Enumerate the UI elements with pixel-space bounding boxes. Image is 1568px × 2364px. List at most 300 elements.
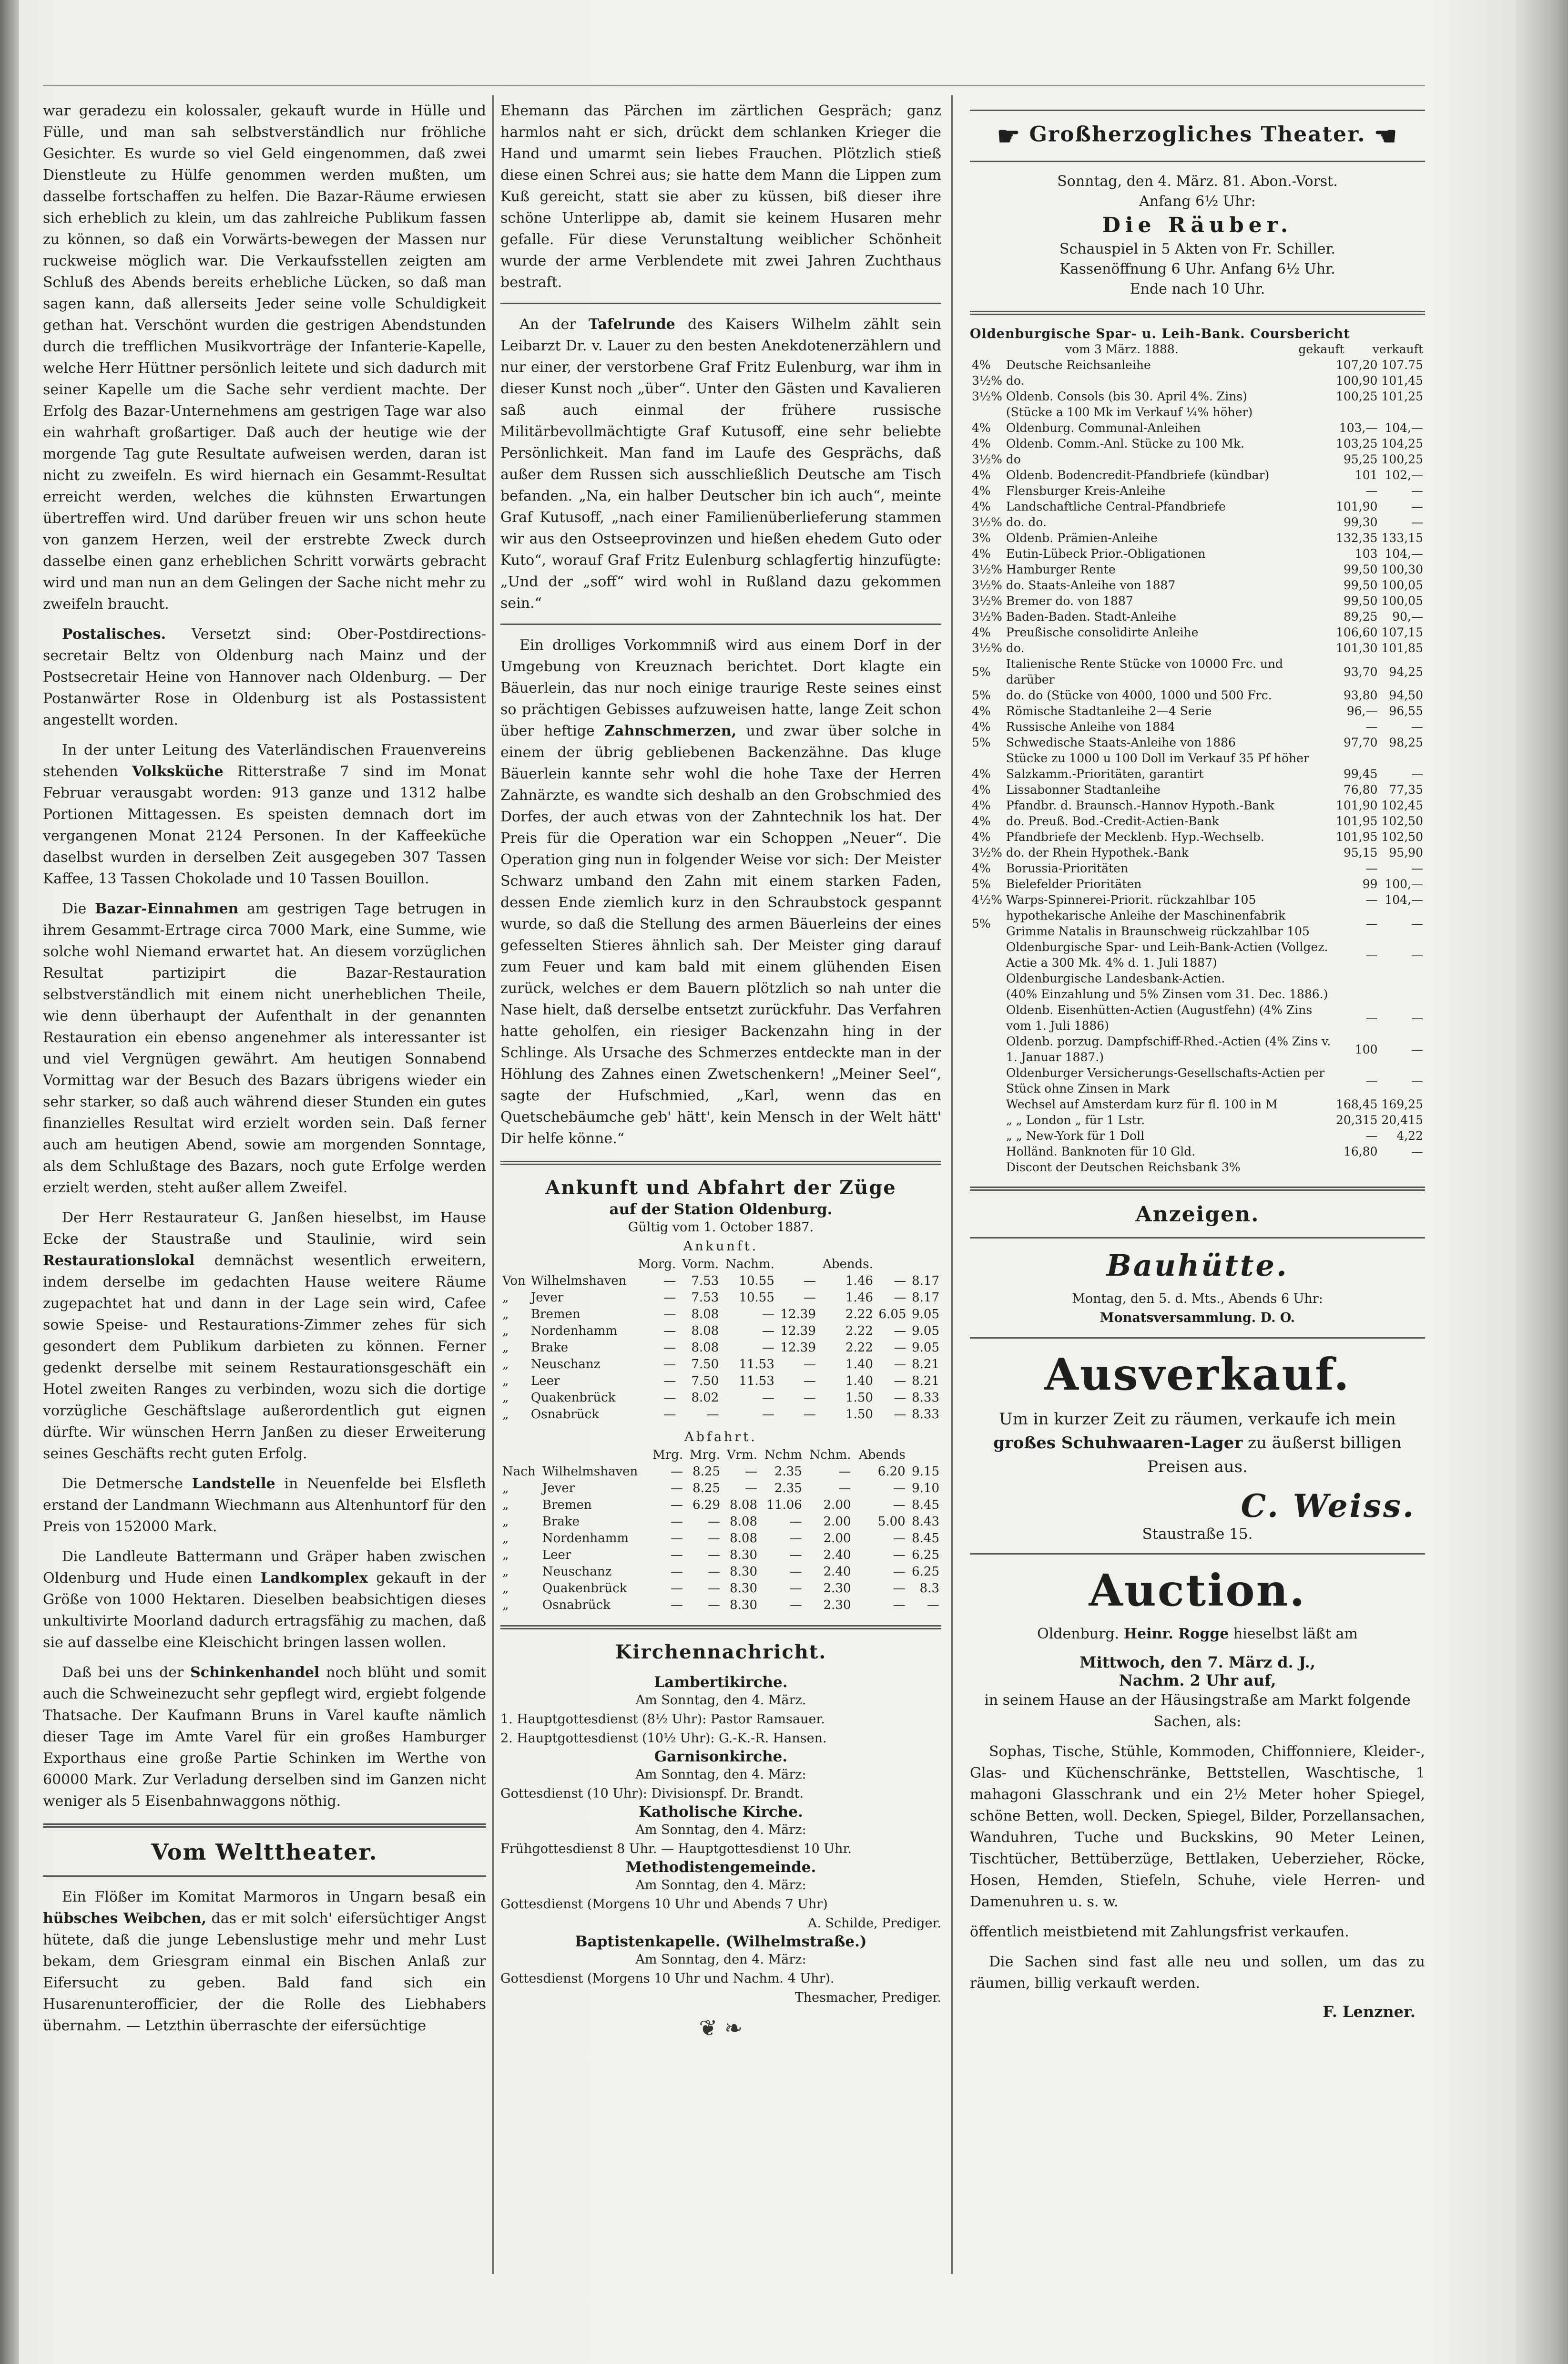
exchange-row: [970, 892, 1425, 908]
price-sold: [1380, 986, 1425, 1002]
station-name: Nordenhamm: [542, 1531, 629, 1545]
security-name: Oldenburgische Spar- und Leih-Bank-Actien (Vollgez. Actie a 300 Mk. 4% d. 1. Juli 1887): [1006, 940, 1328, 970]
exchange-row: [970, 1112, 1425, 1128]
timetable-cell: 12.39: [780, 1341, 816, 1355]
interest-rate: 4%: [972, 798, 991, 812]
timetable-cell: —: [671, 1498, 683, 1512]
timetable-cell: —: [893, 1481, 906, 1495]
timetable-cell: 12.39: [780, 1324, 816, 1338]
exchange-row: [970, 404, 1425, 420]
timetable-cell: „: [502, 1531, 509, 1545]
timetable-row: [500, 1497, 941, 1514]
timetable-cell: 2.40: [823, 1565, 851, 1579]
exchange-row: [970, 750, 1425, 766]
church-date: Am Sonntag, den 4. März:: [635, 1952, 806, 1967]
exchange-row: [970, 798, 1425, 813]
timetable-cell: 2.22: [845, 1307, 873, 1321]
exchange-row: [970, 514, 1425, 530]
timetable-row: [500, 1373, 941, 1390]
timetable-row: [500, 1323, 941, 1340]
price-bought: 101,95: [1336, 814, 1378, 828]
interest-rate: 4%: [972, 468, 991, 482]
timetable-cell: —: [803, 1407, 816, 1422]
timetable-cell: 7.53: [691, 1290, 719, 1305]
interest-rate: [970, 1002, 1004, 1034]
exchange-row: [970, 357, 1425, 373]
price-bought: [1334, 404, 1379, 420]
church-line: Frühgottesdienst 8 Uhr. — Hauptgottesdienst 10 Uhr.: [500, 1842, 852, 1856]
timetable-cell: 9.05: [912, 1341, 939, 1355]
arrival-table: [500, 1256, 941, 1423]
price-bought: 106,60: [1336, 625, 1378, 639]
article-text: An der: [519, 316, 576, 333]
column-bought: gekauft: [1298, 342, 1344, 356]
station-name: Bremen: [530, 1307, 580, 1321]
price-bought: —: [1365, 720, 1378, 734]
exchange-row: [970, 562, 1425, 577]
theater-title: Großherzogliches Theater.: [1029, 122, 1366, 147]
timetable-cell: 8.25: [692, 1481, 720, 1495]
timetable-column-header: [500, 1447, 540, 1463]
interest-rate: 4%: [972, 767, 991, 781]
church-line: Gottesdienst (Morgens 10 Uhr und Nachm. 4 Uhr).: [500, 1971, 835, 1986]
timetable-cell: —: [663, 1374, 676, 1388]
timetable-cell: —: [708, 1515, 720, 1529]
price-sold: —: [1411, 1074, 1423, 1088]
timetable-cell: 1.40: [845, 1357, 873, 1371]
timetable-cell: „: [502, 1307, 509, 1321]
interest-rate: 4%: [972, 830, 991, 844]
timetable-cell: —: [708, 1548, 720, 1562]
security-name: Wechsel auf Amsterdam kurz für fl. 100 in M: [1006, 1097, 1278, 1111]
interest-rate: 4%: [972, 484, 991, 498]
interest-rate: 4%: [972, 783, 991, 797]
timetable-cell: —: [762, 1407, 774, 1422]
timetable-cell: 10.55: [739, 1290, 774, 1305]
timetable-cell: 7.53: [691, 1274, 719, 1288]
timetable-column-header: Mrg.: [690, 1448, 720, 1462]
timetable-cell: „: [502, 1498, 509, 1512]
timetable-cell: —: [762, 1341, 774, 1355]
station-name: Osnabrück: [530, 1407, 599, 1422]
exchange-row: [970, 467, 1425, 483]
price-bought: 101,90: [1336, 798, 1378, 812]
timetable-cell: —: [663, 1391, 676, 1405]
article-bazar: war geradezu ein kolossaler, gekauft wurde in Hülle und Fülle, und man sah selbstverständlich nur fröhliche Gesichter. Es wurde so viel Geld eingenommen, daß zwei Dienstleute zu Hülfe genommen werden mußten, um dasselbe fortschaffen zu helfen. Die Bazar-Räume erwiesen sich erheblich zu klein, um das zahlreiche Publikum fassen zu können, so daß ein Vorwärts-bewegen der Massen nur ruckweise möglich war. Die Verkaufsstellen zeigten am Schluß des Abends bereits erhebliche Lücken, so daß man sagen kann, daß allerseits Jeder seine volle Schuldigkeit gethan hat. Verschönt wurden die gestrigen Abendstunden durch die trefflichen Musikvorträge der Infanterie-Kapelle, welche Herr Hüttner persönlich leitete und sich dadurch mit seiner Kapelle um die Sache sehr verdient machte. Der Erfolg des Bazar-Unternehmens am gestrigen Tage war also ein wahrhaft großartiger. Daß auch der heutige wie der morgende Tag gute Resultate aufweisen werden, daran ist nicht zu zweifeln. Es wird hiernach ein Gesammt-Resultat erreicht werden, welches die kühnsten Erwartungen übertreffen wird. Und darüber freuen wir uns schon heute von ganzem Herzen, weil der erstrebte Zweck durch dasselbe einen ganz erheblichen Schritt vorwärts gebracht wird und man nun an dem Gelingen der Sache nicht mehr zu zweifeln braucht.: [43, 102, 486, 613]
section-divider: [970, 311, 1425, 315]
interest-rate: [970, 971, 1004, 986]
timetable-cell: —: [894, 1341, 906, 1355]
church-line: 2. Hauptgottesdienst (10½ Uhr): G.-K.-R. Hansen.: [500, 1731, 827, 1746]
ausverkauf-firm: C. Weiss.: [1241, 1487, 1415, 1525]
timetable-cell: „: [502, 1324, 509, 1338]
article-text: Versetzt sind: Ober-Postdirections-secretair Beltz von Oldenburg nach Mainz und der Postsecretair Heine von Hannover nach Oldenburg. — Der Postanwärter Rose in Oldenburg ist als Postassistent angestellt worden.: [43, 626, 486, 728]
interest-rate: 4%: [972, 814, 991, 828]
security-name: do. Staats-Anleihe von 1887: [1006, 578, 1176, 592]
article-text: und zwar über solche in einem der übrig gebliebenen Backenzähne. Das kluge Bäuerlein kannte sehr wohl die hohe Taxe der Herren Zahnärzte, es wandte sich deshalb an den Grobschmied des Dorfes, der auch etwas von der Zahntechnik los hat. Der Preis für die Operation war ein Schoppen „Neuer“. Die Operation ging nun in folgender Weise vor sich: Der Meister Schwarz umband den Zahn mit einem starken Faden, dessen Ende ziemlich kurz in den Schraubstock gespannt wurde, so daß die Stellung des armen Bäuerleins der eines gefesselten Stieres ähnlich sah. Der Meister ging darauf zum Feuer und kam bald mit einem glühenden Eisen zurück, welches er dem Bauern plötzlich so nah unter die Nase hielt, daß derselbe entsetzt zurückfuhr. Das Verfahren hatte geholfen, ein riesiger Backenzahn hing in der Schlinge. Als Ursache des Schmerzes entdeckte man in der Höhlung des Zahnes einen Zwetschenkern! „Meiner Seel“, sagte der Hufschmied, „Karl, wenn das en Quetschebäumche geb' hätt', kein Mensch in der Welt hätt' Dir helfe könne.“: [500, 723, 941, 1147]
timetable-cell: —: [893, 1565, 906, 1579]
price-sold: 107.75: [1381, 358, 1423, 372]
price-bought: 89,25: [1343, 610, 1378, 624]
timetable-cell: 8.25: [692, 1464, 720, 1479]
timetable-cell: 11.53: [739, 1374, 774, 1388]
timetable-cell: 8.45: [912, 1498, 939, 1512]
timetable-cell: 2.35: [774, 1481, 802, 1495]
timetable-row: [500, 1356, 941, 1373]
exchange-row: [970, 719, 1425, 735]
timetable-cell: —: [762, 1324, 774, 1338]
exchange-row: [970, 735, 1425, 750]
article-heading: Postalisches.: [62, 626, 166, 643]
price-bought: 101,95: [1336, 830, 1378, 844]
security-name: Oldenb. Bodencredit-Pfandbriefe (kündbar): [1006, 468, 1270, 482]
section-divider: [500, 1625, 941, 1629]
exchange-date: vom 3 März. 1888.: [1065, 342, 1179, 356]
church-notices: [500, 1674, 941, 2007]
church-preacher: A. Schilde, Prediger.: [807, 1916, 941, 1931]
security-name: Borussia-Prioritäten: [1006, 861, 1129, 875]
article-heading: Landstelle: [192, 1475, 275, 1492]
timetable-heading: Ankunft und Abfahrt der Züge: [545, 1177, 896, 1199]
price-bought: 93,80: [1343, 688, 1378, 702]
interest-rate: 4%: [972, 861, 991, 875]
station-name: Jever: [530, 1290, 564, 1305]
exchange-row: [970, 640, 1425, 656]
timetable-cell: Von: [502, 1274, 526, 1288]
timetable-cell: —: [671, 1581, 683, 1596]
price-sold: —: [1411, 861, 1423, 875]
departure-table: [500, 1447, 941, 1614]
timetable-cell: 2.00: [823, 1498, 851, 1512]
price-sold: 102,50: [1381, 814, 1423, 828]
interest-rate: [970, 1034, 1004, 1065]
column-sold: verkauft: [1372, 342, 1423, 356]
timetable-row: [500, 1564, 941, 1580]
price-sold: —: [1411, 720, 1423, 734]
interest-rate: 3½%: [972, 374, 1002, 388]
price-sold: —: [1411, 484, 1423, 498]
article-text: Die Detmersche: [62, 1475, 183, 1492]
price-sold: 100,—: [1385, 877, 1423, 891]
exchange-row: [970, 593, 1425, 609]
exchange-row: [970, 876, 1425, 892]
timetable-cell: —: [893, 1531, 906, 1545]
timetable-cell: 8.17: [912, 1274, 939, 1288]
exchange-row: [970, 782, 1425, 798]
interest-rate: 4%: [972, 421, 991, 435]
interest-rate: 4%: [972, 625, 991, 639]
price-bought: 16,80: [1343, 1145, 1378, 1158]
exchange-row: [970, 1159, 1425, 1175]
departure-label: Abfahrt.: [684, 1430, 757, 1444]
exchange-row: [970, 845, 1425, 860]
exchange-row: [970, 656, 1425, 687]
ausverkauf-address: Staustraße 15.: [1142, 1525, 1253, 1543]
exchange-row: [970, 624, 1425, 640]
timetable-cell: —: [663, 1274, 676, 1288]
article-text: Ein drolliges Vorkommniß wird aus einem Dorf in der Umgebung von Kreuznach berichtet. Dort klagte ein Bäuerlein, das nur noch einige traurige Reste seines einst so prächtigen Gebisses aufzuweisen hatte, lange Zeit schon über heftige: [500, 637, 941, 739]
security-name: Discont der Deutschen Reichsbank 3%: [1006, 1160, 1241, 1174]
security-name: Lissabonner Stadtanleihe: [1006, 783, 1161, 797]
ad-highlight: großes Schuhwaaren-Lager: [993, 1433, 1243, 1453]
price-sold: —: [1411, 500, 1423, 513]
section-divider: [970, 1187, 1425, 1191]
price-bought: 168,45: [1336, 1097, 1378, 1111]
security-name: Pfandbr. d. Braunsch.-Hannov Hypoth.-Bank: [1006, 798, 1274, 812]
timetable-cell: 8.08: [691, 1341, 719, 1355]
article-landkomplex: [43, 1546, 486, 1653]
station-name: Osnabrück: [542, 1598, 611, 1612]
article-weibchen: [43, 1886, 486, 2037]
bauhuette-date: Montag, den 5. d. Mts., Abends 6 Uhr:: [1072, 1291, 1323, 1306]
station-name: Wilhelmshaven: [530, 1274, 627, 1288]
exchange-row: [970, 1144, 1425, 1159]
security-name: Römische Stadtanleihe 2—4 Serie: [1006, 704, 1212, 718]
theater-notice: [970, 172, 1425, 299]
interest-rate: 3½%: [972, 641, 1002, 655]
security-name: Oldenb. Consols (bis 30. April 4%. Zins): [1006, 389, 1247, 403]
timetable-subheading: auf der Station Oldenburg.: [609, 1201, 833, 1218]
security-name: Oldenb. Eisenhütten-Actien (Augustfehn) (4% Zins vom 1. Juli 1886): [1006, 1003, 1313, 1033]
timetable-cell: —: [708, 1565, 720, 1579]
timetable-cell: —: [663, 1290, 676, 1305]
church-date: Am Sonntag, den 4. März.: [635, 1693, 806, 1708]
ad-text: Um in kurzer Zeit zu räumen, verkaufe ich mein: [999, 1410, 1396, 1429]
price-sold: 104,—: [1385, 893, 1423, 907]
security-name: (40% Einzahlung und 5% Zinsen vom 31. Dec. 1886.): [1006, 987, 1328, 1001]
security-name: Pfandbriefe der Mecklenb. Hyp.-Wechselb.: [1006, 830, 1264, 844]
theater-line: Schauspiel in 5 Akten von Fr. Schiller.: [1059, 241, 1336, 257]
security-name: Oldenb. Comm.-Anl. Stücke zu 100 Mk.: [1006, 437, 1244, 450]
price-bought: 101: [1354, 468, 1378, 482]
price-sold: 104,—: [1385, 547, 1423, 561]
timetable-cell: —: [671, 1531, 683, 1545]
timetable-cell: „: [502, 1581, 509, 1596]
timetable-cell: —: [894, 1274, 906, 1288]
article-text: gekauft in der Größe von 1000 Hektaren. Dieselben beabsichtigen dieses unkultivirte Moorland dadurch ertragsfähig zu machen, daß sie auf dasselbe eine Kleischicht bringen lassen wollen.: [43, 1570, 486, 1651]
article-landstelle: [43, 1473, 486, 1537]
price-sold: —: [1411, 1145, 1423, 1158]
article-zahnschmerzen: [500, 634, 941, 1149]
timetable-row: [500, 1547, 941, 1564]
timetable-cell: —: [789, 1531, 802, 1545]
exchange-row: [970, 1096, 1425, 1112]
price-sold: 98,25: [1389, 736, 1423, 749]
exchange-row: [970, 373, 1425, 389]
timetable-cell: 2.30: [823, 1581, 851, 1596]
security-name: hypothekarische Anleihe der Maschinenfabrik Grimme Natalis in Braunschweig rückzahlbar 105: [1006, 909, 1310, 938]
price-bought: [1334, 750, 1379, 766]
timetable-cell: 9.10: [912, 1481, 939, 1495]
price-bought: —: [1365, 916, 1378, 931]
interest-rate: 4%: [972, 500, 991, 513]
price-bought: 100,25: [1336, 389, 1378, 403]
price-sold: 94,50: [1389, 688, 1423, 702]
interest-rate: 4%: [972, 720, 991, 734]
timetable-cell: 8.30: [730, 1565, 757, 1579]
article-heading: Tafelrunde: [589, 316, 675, 333]
interest-rate: 4%: [972, 704, 991, 718]
timetable-row: [500, 1406, 941, 1423]
ornament-icon: ❦ ❧: [699, 2015, 743, 2041]
timetable-row: [500, 1480, 941, 1497]
exchange-row: [970, 420, 1425, 436]
timetable-cell: 6.25: [912, 1548, 939, 1562]
timetable-cell: —: [789, 1565, 802, 1579]
station-name: Jever: [542, 1481, 575, 1495]
timetable-cell: 8.08: [691, 1324, 719, 1338]
security-name: Oldenb. Prämien-Anleihe: [1006, 531, 1158, 545]
price-bought: —: [1365, 861, 1378, 875]
exchange-row: [970, 1128, 1425, 1144]
timetable-cell: —: [927, 1598, 939, 1612]
timetable-cell: 2.00: [823, 1531, 851, 1545]
security-name: do: [1006, 452, 1021, 466]
article-restaurationslokal: [43, 1207, 486, 1464]
timetable-cell: 8.33: [912, 1391, 939, 1405]
timetable-cell: „: [502, 1515, 509, 1529]
price-bought: 107,20: [1336, 358, 1378, 372]
exchange-subheader: [970, 341, 1425, 357]
exchange-row: [970, 829, 1425, 845]
price-sold: 107,15: [1381, 625, 1423, 639]
article-text: Die Landleute Battermann und Gräper haben zwischen Oldenburg und Hude einen: [43, 1548, 486, 1586]
timetable-cell: —: [671, 1548, 683, 1562]
station-name: Neuschanz: [542, 1565, 612, 1579]
timetable-cell: —: [894, 1357, 906, 1371]
price-bought: —: [1365, 1074, 1378, 1088]
timetable-cell: —: [838, 1464, 851, 1479]
timetable-cell: 2.30: [823, 1598, 851, 1612]
interest-rate: 4½%: [972, 893, 1002, 907]
exchange-row: [970, 703, 1425, 719]
timetable-cell: „: [502, 1548, 509, 1562]
timetable-cell: 6.05: [878, 1307, 906, 1321]
timetable-cell: —: [708, 1598, 720, 1612]
timetable-column-header: Vrm.: [726, 1448, 757, 1462]
exchange-row: [970, 986, 1425, 1002]
security-name: do. der Rhein Hypothek.-Bank: [1006, 846, 1189, 860]
timetable-cell: 6.25: [912, 1565, 939, 1579]
price-bought: 99,45: [1343, 767, 1378, 781]
price-bought: 95,15: [1343, 846, 1378, 860]
timetable-cell: 8.08: [730, 1498, 757, 1512]
page-binding: [0, 0, 19, 2364]
timetable-cell: 8.08: [730, 1531, 757, 1545]
bauhuette-event: Monatsversammlung. D. O.: [1100, 1310, 1295, 1325]
article-heading: Bazar-Einnahmen: [95, 901, 239, 917]
article-heading: Schinkenhandel: [190, 1664, 320, 1681]
auction-location: in seinem Hause an der Häusingstraße am Markt folgende Sachen, als:: [984, 1692, 1411, 1730]
security-name: Stücke zu 1000 u 100 Doll im Verkauf 35 Pf höher: [1006, 751, 1309, 765]
timetable-cell: 8.30: [730, 1548, 757, 1562]
timetable-cell: 7.50: [691, 1374, 719, 1388]
timetable-cell: 8.08: [730, 1515, 757, 1529]
article-text: in Neuenfelde bei Elsfleth erstand der Landmann Wiechmann aus Altenhuntorf für den Preis von 152000 Mark.: [43, 1475, 486, 1535]
timetable-cell: 2.22: [845, 1324, 873, 1338]
timetable-cell: —: [671, 1481, 683, 1495]
interest-rate: [970, 1096, 1004, 1112]
church-name: Baptistenkapelle. (Wilhelmstraße.): [575, 1933, 867, 1950]
article-tafelrunde: [500, 314, 941, 614]
timetable-cell: —: [708, 1531, 720, 1545]
price-sold: [1380, 750, 1425, 766]
price-sold: 102,—: [1385, 468, 1423, 482]
interest-rate: [970, 404, 1004, 420]
auction-time: Nachm. 2 Uhr auf,: [1119, 1671, 1276, 1689]
interest-rate: 5%: [972, 665, 991, 679]
security-name: Holländ. Banknoten für 10 Gld.: [1006, 1145, 1196, 1158]
article-heading: Landkomplex: [260, 1570, 368, 1586]
timetable-cell: —: [803, 1290, 816, 1305]
church-date: Am Sonntag, den 4. März:: [635, 1822, 806, 1837]
price-sold: 100,25: [1381, 452, 1423, 466]
church-name: Garnisonkirche.: [654, 1748, 788, 1765]
price-sold: 101,85: [1381, 641, 1423, 655]
security-name: Deutsche Reichsanleihe: [1006, 358, 1151, 372]
timetable-cell: —: [789, 1548, 802, 1562]
timetable-cell: 6.29: [692, 1498, 720, 1512]
security-name: „ „ New-York für 1 Doll: [1006, 1129, 1145, 1143]
interest-rate: 5%: [972, 916, 991, 931]
timetable-header-row: [500, 1256, 941, 1273]
price-sold: 94,25: [1389, 665, 1423, 679]
timetable-cell: „: [502, 1374, 509, 1388]
price-sold: 90,—: [1392, 610, 1423, 624]
timetable-cell: 8.02: [691, 1391, 719, 1405]
column-2: [500, 100, 941, 2312]
timetable-cell: 7.50: [691, 1357, 719, 1371]
timetable-cell: —: [893, 1598, 906, 1612]
timetable-cell: 11.06: [766, 1498, 802, 1512]
exchange-row: [970, 389, 1425, 404]
article-text: Ritterstraße 7 sind im Monat Februar verausgabt worden: 913 ganze und 1312 halbe Portionen Mittagessen. Es speisten demnach dort im vergangenen Monat 2124 Personen. In der Kaffeeküche daselbst wurden in derselben Zeit ausgegeben 307 Tassen Kaffee, 13 Tassen Chokolade und 10 Tassen Bouillon.: [43, 763, 486, 887]
price-bought: —: [1365, 1129, 1378, 1143]
timetable-cell: —: [663, 1407, 676, 1422]
timetable-column-header: Nchm.: [809, 1448, 851, 1462]
security-name: Schwedische Staats-Anleihe von 1886: [1006, 736, 1236, 749]
interest-rate: 4%: [972, 547, 991, 561]
price-sold: [1380, 404, 1425, 420]
security-name: Oldenburgische Landesbank-Actien.: [1006, 972, 1225, 985]
timetable-cell: 8.43: [912, 1515, 939, 1529]
article-heading: Zahnschmerzen,: [604, 723, 737, 739]
timetable-cell: —: [803, 1357, 816, 1371]
ausverkauf-heading: Ausverkauf.: [1044, 1349, 1351, 1400]
timetable-cell: Nach: [502, 1464, 536, 1479]
price-bought: [1334, 971, 1379, 986]
interest-rate: 5%: [972, 877, 991, 891]
church-line: 1. Hauptgottesdienst (8½ Uhr): Pastor Ramsauer.: [500, 1712, 825, 1727]
timetable-cell: —: [893, 1498, 906, 1512]
interest-rate: [970, 750, 1004, 766]
price-bought: 103: [1354, 547, 1378, 561]
price-sold: —: [1411, 916, 1423, 931]
timetable-cell: 8.33: [912, 1407, 939, 1422]
price-sold: —: [1411, 1011, 1423, 1025]
security-name: Preußische consolidirte Anleihe: [1006, 625, 1199, 639]
timetable-column-header: Vorm.: [682, 1257, 719, 1271]
price-sold: 100,05: [1381, 594, 1423, 608]
interest-rate: 5%: [972, 688, 991, 702]
ausverkauf-text: [970, 1407, 1425, 1479]
church-heading: Kirchennachricht.: [615, 1641, 827, 1663]
article-text: am gestrigen Tage betrugen in ihrem Gesammt-Ertrage circa 7000 Mark, eine Summe, wie solche wohl Niemand erwartet hat. An diesem vorzüglichen Resultat partizipirt die Bazar-Restauration selbstverständlich mit einem nicht unerheblichen Theile, wie denn überhaupt der Aufenthalt in der genannten Restauration ein ebenso angenehmer als interessanter ist und viel Vergnügen gewährt. Am heutigen Sonnabend Vormittag war der Besuch des Bazars übrigens wieder ein sehr starker, so daß auch während dieser Stunden ein gutes finanzielles Resultat wird erzielt worden sein. Daß ferner auch am heutigen Abend, sowie am morgenden Sonntage, als dem Schlußtage des Bazars, noch gute Erfolge werden erzielt werden, steht außer allem Zweifel.: [43, 901, 486, 1196]
price-sold: —: [1411, 1042, 1423, 1056]
price-bought: 96,—: [1346, 704, 1378, 718]
price-bought: 76,80: [1343, 783, 1378, 797]
timetable-cell: 12.39: [780, 1307, 816, 1321]
